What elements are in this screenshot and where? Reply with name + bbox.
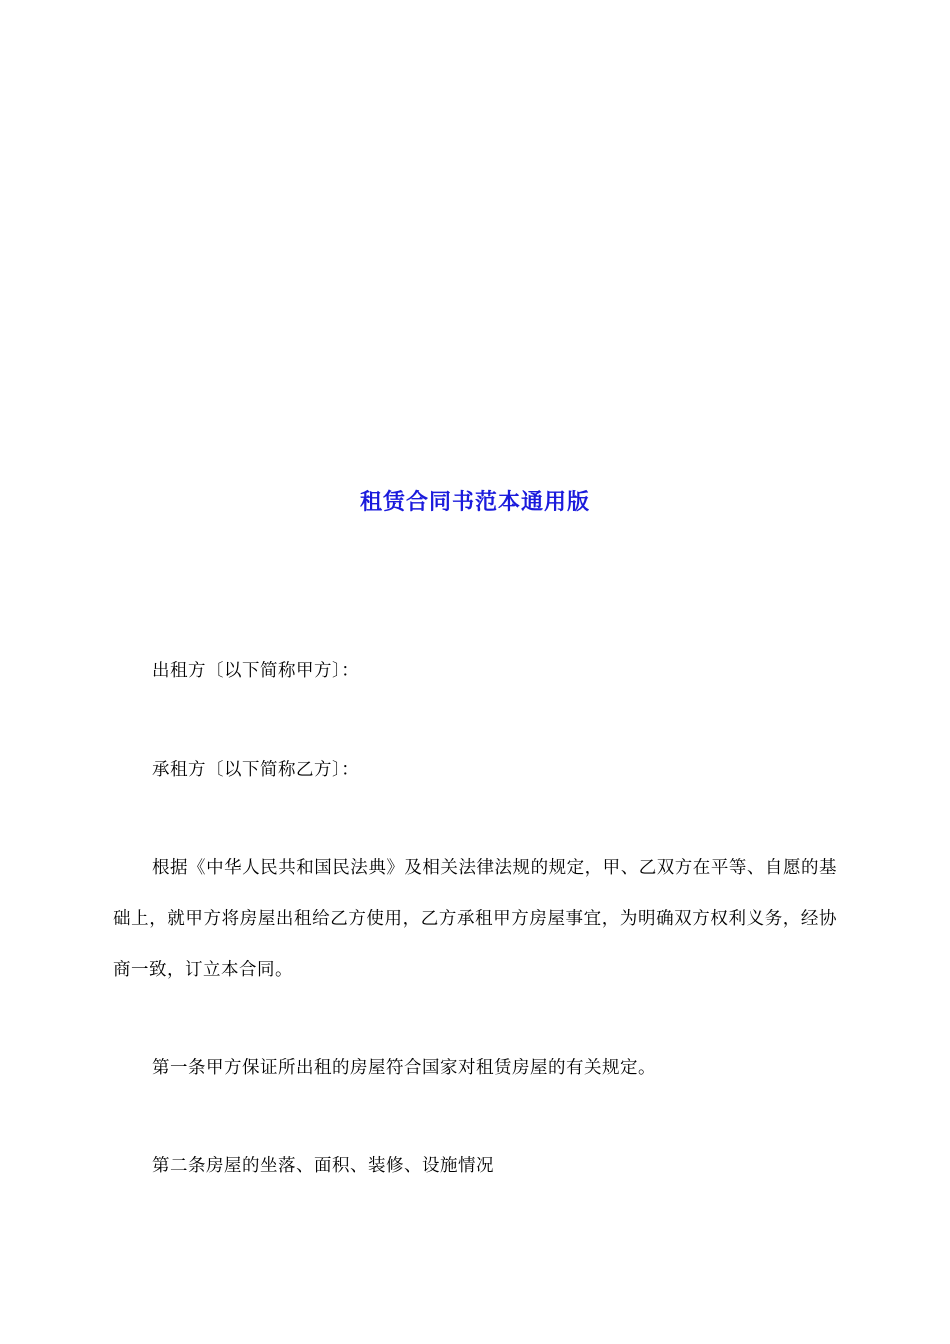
- lessee-line: 承租方〔以下简称乙方〕：: [152, 760, 360, 780]
- document-title: 租赁合同书范本通用版: [359, 490, 590, 515]
- lessor-line: 出租方〔以下简称甲方〕：: [152, 661, 360, 681]
- article-one: 第一条甲方保证所出租的房屋符合国家对租赁房屋的有关规定。: [152, 1058, 656, 1078]
- article-two: 第二条房屋的坐落、面积、装修、设施情况: [152, 1156, 494, 1176]
- preamble-paragraph: 根据《中华人民共和国民法典》及相关法律法规的规定，甲、乙双方在平等、自愿的基础上，就甲方将房屋出租给乙方使用，乙方承租甲方房屋事宜，为明确双方权利义务，经协商一致，订立本合同。: [113, 858, 837, 980]
